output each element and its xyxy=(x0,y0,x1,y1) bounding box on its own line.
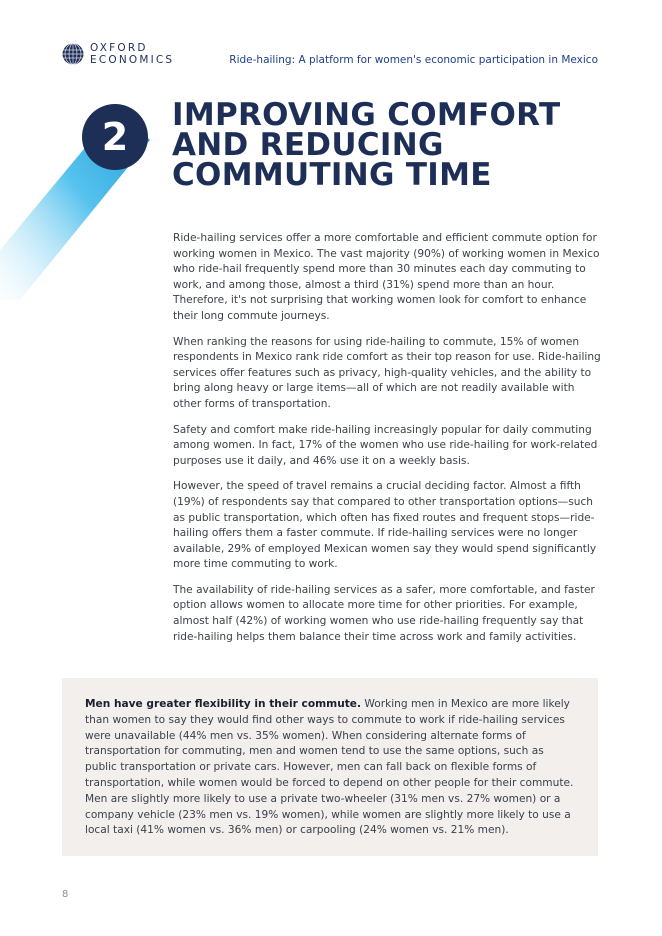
logo-line-2: ECONOMICS xyxy=(90,54,175,66)
body-paragraph: Ride-hailing services offer a more comfortable and efficient commute option for working women in Mexico. The vast majority (90%) of working women in Mexico who ride-hail frequently spend more than 30 minutes each day commuting to work, and among those, almost a third (31%) spend more than an hour. Therefore, it's not surprising that working women look for comfort to enhance their long commute journeys. xyxy=(173,232,600,322)
page-number: 8 xyxy=(62,889,69,900)
callout-paragraph xyxy=(85,697,576,839)
heading-line-1: IMPROVING COMFORT xyxy=(172,97,561,133)
globe-icon xyxy=(62,43,84,65)
callout-lead: Men have greater flexibility in their commute. xyxy=(85,698,362,710)
body-text xyxy=(173,231,601,655)
body-paragraph: When ranking the reasons for using ride-hailing to commute, 15% of women respondents in Mexico rank ride comfort as their top reason for use. Ride-hailing services offer features such as privacy, high-quality vehicles, and the ability to bring along heavy or large items—all of which are not readily available with other forms of transportation. xyxy=(173,335,601,410)
callout-text: Working men in Mexico are more likely than women to say they would find other ways to commute to work if ride-hailing services were unavailable (44% men vs. 35% women). When considering alternate forms of transportation for commuting, men and women tend to use the same options, such as public transportation or private cars. However, men can fall back on flexible forms of transportation, while women would be forced to depend on other people for their commute. Men are slightly more likely to use a private two-wheeler (31% men vs. 27% women) or a company vehicle (23% men vs. 19% women), while women are slightly more likely to use a local taxi (41% women vs. 36% men) or carpooling (24% women vs. 21% men). xyxy=(85,698,574,837)
report-title: Ride-hailing: A platform for women's economic participation in Mexico xyxy=(229,54,598,66)
oxford-economics-logo xyxy=(62,42,174,66)
body-paragraph: The availability of ride-hailing services as a safer, more comfortable, and faster option allows women to allocate more time for other priorities. For example, almost half (42%) of working women who use ride-hailing frequently say that ride-hailing helps them balance their time across work and family activities. xyxy=(173,583,595,643)
heading-line-2: AND REDUCING xyxy=(172,127,444,163)
chapter-heading xyxy=(172,97,612,193)
callout-box xyxy=(62,678,598,856)
logo-line-1: OXFORD xyxy=(90,42,148,54)
body-paragraph: Safety and comfort make ride-hailing increasingly popular for daily commuting among women. In fact, 17% of the women who use ride-hailing for work-related purposes use it daily, and 46% use it on a weekly basis. xyxy=(173,423,598,467)
heading-line-3: COMMUTING TIME xyxy=(172,157,492,193)
body-paragraph: However, the speed of travel remains a crucial deciding factor. Almost a fifth (19%) of respondents say that compared to other transportation options—such as public transportation, which often has fixed routes and frequent stops—ride-hailing offers them a faster commute. If ride-hailing services were no longer available, 29% of employed Mexican women say they would spend significantly more time commuting to work. xyxy=(173,480,597,571)
chapter-number-badge: 2 xyxy=(82,104,148,170)
